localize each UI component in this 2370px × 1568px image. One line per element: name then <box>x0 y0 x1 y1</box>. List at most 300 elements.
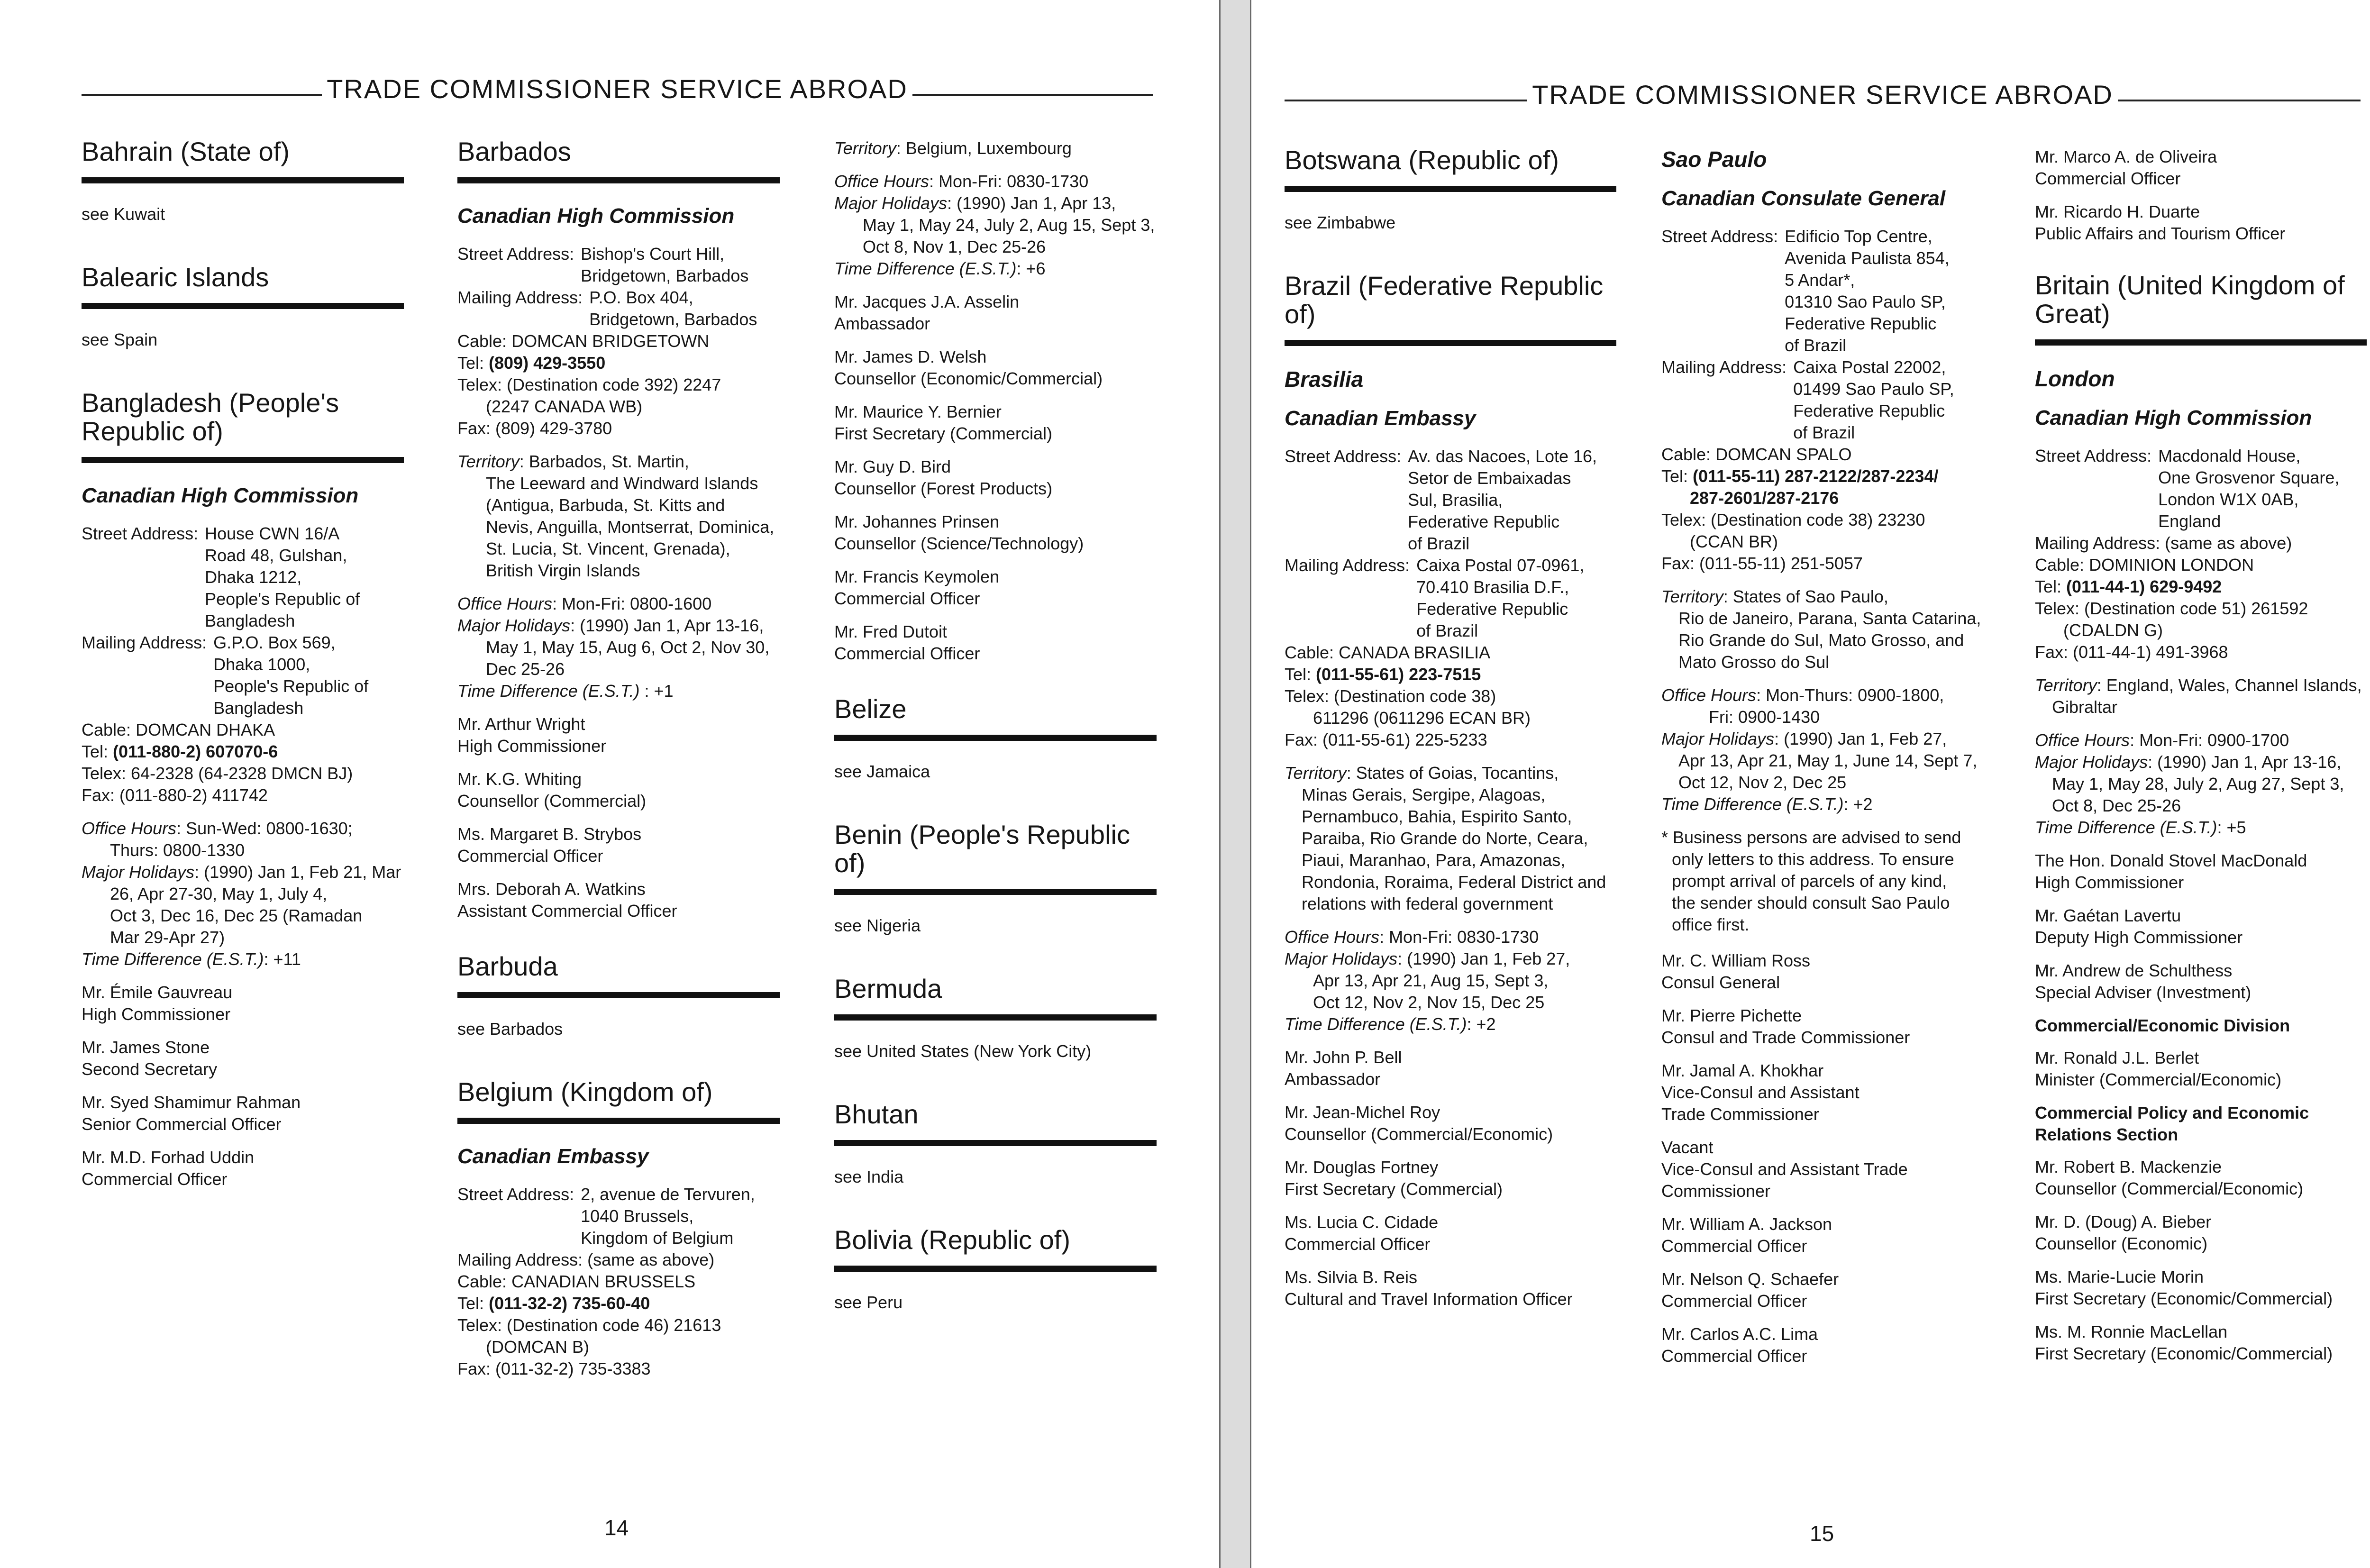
territory-cont: Rio Grande do Sul, Mato Grosso, and <box>1678 630 1964 650</box>
staff-title: Commercial Officer <box>1661 1346 1807 1366</box>
staff-title: Counsellor (Commercial) <box>457 791 647 811</box>
section-heading <box>2035 1102 2367 1146</box>
staff-title: Vice-Consul and Assistant <box>1661 1083 1860 1102</box>
country-heading: Belize <box>834 695 1157 741</box>
staff-entry <box>457 878 780 922</box>
phone-number: (011-55-11) 287-2122/287-2234/ <box>1693 466 1939 486</box>
office-hours <box>1285 926 1616 948</box>
territory <box>2035 675 2367 718</box>
footnote-text: prompt arrival of parcels of any kind, <box>1672 871 1947 891</box>
territory-cont: Minas Gerais, Sergipe, Alagoas, <box>1302 785 1546 804</box>
staff-entry <box>82 1037 404 1080</box>
value: : States of Sao Paulo, <box>1723 587 1888 606</box>
time-difference <box>834 258 1157 280</box>
street-address <box>457 243 780 287</box>
staff-name: Mr. M.D. Forhad Uddin <box>82 1148 255 1167</box>
label: Street Address: <box>2035 446 2152 465</box>
staff-title: Second Secretary <box>82 1059 218 1079</box>
office-info <box>2035 729 2367 839</box>
office-name: Canadian Consulate General <box>1661 187 1946 210</box>
staff-title: High Commissioner <box>457 736 607 756</box>
staff-entry <box>2035 905 2367 948</box>
staff-title: Consul and Trade Commissioner <box>1661 1028 1910 1047</box>
city-heading: London <box>2035 366 2115 391</box>
phone-number: (011-880-2) 607070-6 <box>113 742 278 761</box>
label: Tel: <box>1661 466 1688 486</box>
telephone <box>1285 664 1616 685</box>
holidays-cont: Apr 13, Apr 21, May 1, June 14, Sept 7, <box>1678 751 1978 770</box>
major-holidays <box>1661 728 2003 750</box>
fax: Fax: (011-32-2) 735-3383 <box>457 1359 651 1378</box>
staff-title: First Secretary (Economic/Commercial) <box>2035 1344 2333 1363</box>
staff-name: Ms. Lucia C. Cidade <box>1285 1212 1439 1232</box>
right-page <box>1251 0 2370 1568</box>
country-heading: Bahrain (State of) <box>82 137 404 183</box>
staff-entry <box>834 511 1157 555</box>
header-rule-left <box>82 94 322 96</box>
staff-name: Mr. K.G. Whiting <box>457 769 582 789</box>
label: Office Hours <box>457 594 553 613</box>
address-line: Federative Republic <box>1408 512 1560 531</box>
staff-entry <box>834 456 1157 500</box>
staff-title: Commercial Officer <box>457 846 603 866</box>
value: : +5 <box>2217 818 2246 837</box>
office-name: Canadian Embassy <box>457 1145 649 1168</box>
staff-title: Counsellor (Commercial/Economic) <box>1285 1124 1553 1144</box>
contact-block <box>457 1184 780 1380</box>
label: Mailing Address: <box>1661 357 1787 377</box>
territory-cont: Piaui, Maranhao, Para, Amazonas, <box>1302 850 1566 870</box>
staff-entry <box>1285 1102 1616 1145</box>
contact-block <box>1661 226 2003 574</box>
label: Major Holidays <box>834 193 948 213</box>
phone-number: (809) 429-3550 <box>489 353 606 373</box>
address-line: House CWN 16/A <box>205 524 340 543</box>
telephone <box>457 352 780 374</box>
see-reference: see India <box>834 1167 904 1186</box>
staff-title: High Commissioner <box>82 1004 231 1024</box>
label: Office Hours <box>2035 730 2130 750</box>
staff-title: Commercial Officer <box>834 589 980 608</box>
country-heading: Botswana (Republic of) <box>1285 146 1616 192</box>
staff-entry <box>2035 1047 2367 1091</box>
territory-cont: Rondonia, Roraima, Federal District and <box>1302 872 1606 892</box>
territory <box>457 451 780 582</box>
label: Office Hours <box>1661 685 1757 705</box>
staff-name: Mr. John P. Bell <box>1285 1048 1402 1067</box>
address-line: of Brazil <box>1416 621 1478 640</box>
see-reference: see Barbados <box>457 1019 563 1039</box>
header-rule-right <box>912 94 1153 96</box>
country-heading: Benin (People's Republic of) <box>834 820 1157 895</box>
office-name: Canadian High Commission <box>2035 406 2312 429</box>
staff-title: Trade Commissioner <box>1661 1104 1819 1124</box>
telex: Telex: 64-2328 (64-2328 DMCN BJ) <box>82 764 353 783</box>
label: Tel: <box>1285 665 1312 684</box>
contact-block <box>457 243 780 439</box>
see-reference: see Kuwait <box>82 204 165 224</box>
label: Major Holidays <box>2035 752 2148 772</box>
footnote <box>1661 827 2003 936</box>
major-holidays <box>457 615 780 637</box>
label: Street Address: <box>1285 447 1402 466</box>
staff-name: Mr. Douglas Fortney <box>1285 1158 1439 1177</box>
see-reference: see United States (New York City) <box>834 1041 1092 1061</box>
address-line: 5 Andar*, <box>1785 270 1855 290</box>
header-rule-right <box>2118 100 2361 101</box>
staff-entry <box>1661 1005 2003 1048</box>
label: Office Hours <box>82 819 177 838</box>
staff-title: Deputy High Commissioner <box>2035 928 2243 947</box>
see-reference: see Spain <box>82 330 158 349</box>
header-rule-left <box>1285 100 1527 101</box>
fax: Fax: (011-55-11) 251-5057 <box>1661 554 1863 573</box>
cable: Cable: CANADA BRASILIA <box>1285 643 1491 662</box>
staff-title: Cultural and Travel Information Officer <box>1285 1289 1573 1309</box>
staff-title: First Secretary (Economic/Commercial) <box>2035 1289 2333 1308</box>
office-name: Canadian Embassy <box>1285 407 1476 430</box>
country-heading: Bangladesh (People's Republic of) <box>82 389 404 463</box>
address-line: Federative Republic <box>1785 314 1937 333</box>
staff-title: High Commissioner <box>2035 873 2184 892</box>
staff-title: Counsellor (Forest Products) <box>834 479 1053 498</box>
staff-entry <box>1661 1323 2003 1367</box>
office-info <box>1661 684 2003 815</box>
staff-title: First Secretary (Commercial) <box>834 424 1053 443</box>
street-address <box>1285 446 1616 555</box>
staff-title: Public Affairs and Tourism Officer <box>2035 224 2286 243</box>
territory-cont: Rio de Janeiro, Parana, Santa Catarina, <box>1678 609 1981 628</box>
territory-cont: Nevis, Anguilla, Montserrat, Dominica, <box>486 517 775 537</box>
territory-cont: (Antigua, Barbuda, St. Kitts and <box>486 495 725 515</box>
address-line: 01499 Sao Paulo SP, <box>1793 379 1954 399</box>
telex-cont: (CCAN BR) <box>1690 532 1778 551</box>
address-line: 70.410 Brasilia D.F., <box>1416 577 1569 597</box>
city-heading: Brasilia <box>1285 367 1364 392</box>
label: Office Hours <box>834 172 930 191</box>
footnote-text: the sender should consult Sao Paulo <box>1672 893 1950 912</box>
value: : +11 <box>264 949 301 969</box>
staff-title: Vice-Consul and Assistant Trade <box>1661 1159 1908 1179</box>
value: : +6 <box>1016 259 1046 278</box>
label: Tel: <box>82 742 109 761</box>
address-line: Setor de Embaixadas <box>1408 468 1571 488</box>
street-address <box>457 1184 780 1249</box>
address-line: of Brazil <box>1408 534 1470 553</box>
address-line: Bridgetown, Barbados <box>589 310 757 329</box>
section-heading-line: Commercial Policy and Economic <box>2035 1103 2309 1122</box>
staff-entry <box>2035 1156 2367 1200</box>
street-address <box>1661 226 2003 356</box>
holidays-cont: May 1, May 24, July 2, Aug 15, Sept 3, <box>863 215 1155 235</box>
footnote-text: only letters to this address. To ensure <box>1672 849 1954 869</box>
staff-entry <box>1661 1137 2003 1202</box>
address-line: Edificio Top Centre, <box>1785 227 1932 246</box>
holidays-cont: Dec 25-26 <box>486 659 565 679</box>
staff-entry <box>1285 1047 1616 1090</box>
address-line: Av. das Nacoes, Lote 16, <box>1408 447 1597 466</box>
holidays-cont: Oct 12, Nov 2, Dec 25 <box>1678 773 1847 792</box>
staff-entry <box>1285 1267 1616 1310</box>
label: Mailing Address: <box>457 288 583 307</box>
see-reference: see Peru <box>834 1293 903 1312</box>
label: Time Difference (E.S.T.) <box>2035 818 2217 837</box>
staff-name: Mr. Ronald J.L. Berlet <box>2035 1048 2199 1067</box>
column-1 <box>82 137 404 1202</box>
staff-name: Mr. Johannes Prinsen <box>834 512 1000 531</box>
staff-name: Ms. Marie-Lucie Morin <box>2035 1267 2204 1286</box>
label: Major Holidays <box>1285 949 1398 968</box>
staff-title: Senior Commercial Officer <box>82 1114 282 1134</box>
address-line: Bridgetown, Barbados <box>581 266 749 285</box>
holidays-cont: Mar 29-Apr 27) <box>110 928 225 947</box>
division-heading: Commercial/Economic Division <box>2035 1016 2290 1035</box>
territory-cont: St. Lucia, St. Vincent, Grenada), <box>486 539 730 558</box>
country-heading: Bhutan <box>834 1100 1157 1146</box>
staff-title: Counsellor (Science/Technology) <box>834 534 1084 553</box>
country-heading: Barbuda <box>457 952 780 998</box>
telephone <box>457 1293 780 1314</box>
address-line: England <box>2158 511 2221 531</box>
holidays-cont: May 1, May 28, July 2, Aug 27, Sept 3, <box>2052 774 2344 793</box>
cable: Cable: CANADIAN BRUSSELS <box>457 1272 696 1291</box>
label: Major Holidays <box>1661 729 1775 748</box>
staff-entry <box>2035 850 2367 893</box>
label: Street Address: <box>1661 227 1778 246</box>
address-line: Macdonald House, <box>2158 446 2301 465</box>
value: : (1990) Jan 1, Apr 13-16, <box>570 616 764 635</box>
cable: Cable: DOMCAN BRIDGETOWN <box>457 331 710 351</box>
staff-entry <box>1661 1060 2003 1125</box>
telex-cont: (CDALDN G) <box>2063 620 2163 640</box>
staff-name: Mr. Gaétan Lavertu <box>2035 906 2181 925</box>
address-line: London W1X 0AB, <box>2158 490 2299 509</box>
staff-name: Vacant <box>1661 1138 1714 1157</box>
staff-name: Mr. Jamal A. Khokhar <box>1661 1061 1824 1080</box>
label: Street Address: <box>82 524 199 543</box>
address-line: One Grosvenor Square, <box>2158 468 2340 487</box>
cable: Cable: DOMCAN SPALO <box>1661 445 1852 464</box>
office-info <box>1285 926 1616 1035</box>
staff-name: Mr. D. (Doug) A. Bieber <box>2035 1212 2212 1231</box>
value: : England, Wales, Channel Islands, <box>2097 675 2362 695</box>
mailing-address: Mailing Address: (same as above) <box>2035 533 2292 553</box>
column-4 <box>1285 146 1616 1322</box>
staff-entry <box>2035 1211 2367 1255</box>
holidays-cont: Oct 12, Nov 2, Nov 15, Dec 25 <box>1313 993 1545 1012</box>
page-number: 14 <box>604 1515 629 1540</box>
staff-name: Mr. Carlos A.C. Lima <box>1661 1324 1818 1344</box>
label: Territory <box>457 452 520 471</box>
staff-entry <box>2035 146 2367 190</box>
value: : Mon-Fri: 0830-1730 <box>929 172 1089 191</box>
address-line: Avenida Paulista 854, <box>1785 248 1950 268</box>
territory-cont: British Virgin Islands <box>486 561 640 580</box>
label: Territory <box>1285 763 1347 783</box>
staff-title: Counsellor (Commercial/Economic) <box>2035 1179 2304 1198</box>
time-difference <box>82 948 404 970</box>
country-heading: Britain (United Kingdom of Great) <box>2035 271 2367 346</box>
fax: Fax: (809) 429-3780 <box>457 419 612 438</box>
staff-title: Special Adviser (Investment) <box>2035 983 2252 1002</box>
label: Time Difference (E.S.T.) <box>82 949 264 969</box>
holidays-cont: Oct 8, Nov 1, Dec 25-26 <box>863 237 1046 256</box>
address-line: of Brazil <box>1793 423 1855 442</box>
staff-name: Mr. Pierre Pichette <box>1661 1006 1802 1025</box>
label: Territory <box>834 138 896 158</box>
staff-name: Mrs. Deborah A. Watkins <box>457 879 646 899</box>
address-line: Dhaka 1212, <box>205 567 302 587</box>
staff-entry <box>834 621 1157 665</box>
address-line: People's Republic of <box>213 676 369 696</box>
street-address <box>2035 445 2367 532</box>
office-name: Canadian High Commission <box>82 484 359 507</box>
staff-entry <box>834 291 1157 335</box>
value: : (1990) Jan 1, Feb 21, Mar <box>194 862 401 882</box>
value: : Mon-Fri: 0830-1730 <box>1379 927 1539 947</box>
holidays-cont: Oct 8, Dec 25-26 <box>2052 796 2181 815</box>
address-line: People's Republic of <box>205 589 360 609</box>
address-line: 2, avenue de Tervuren, <box>581 1185 755 1204</box>
address-line: Dhaka 1000, <box>213 655 310 674</box>
value: : +2 <box>1467 1014 1496 1034</box>
label: Time Difference (E.S.T.) <box>1661 794 1844 814</box>
page-header <box>82 76 1153 102</box>
phone-number: (011-55-61) 223-7515 <box>1316 665 1481 684</box>
territory <box>1285 762 1616 915</box>
address-line: 01310 Sao Paulo SP, <box>1785 292 1946 311</box>
staff-title: Commercial Officer <box>1285 1234 1431 1254</box>
staff-name: Mr. Francis Keymolen <box>834 567 1000 586</box>
major-holidays <box>834 192 1157 214</box>
address-line: G.P.O. Box 569, <box>213 633 336 652</box>
fax: Fax: (011-44-1) 491-3968 <box>2035 642 2228 662</box>
territory <box>1661 586 2003 673</box>
office-name: Canadian High Commission <box>457 204 735 228</box>
value: : +2 <box>1843 794 1873 814</box>
telephone <box>1661 465 2003 487</box>
staff-name: Mr. Fred Dutoit <box>834 622 948 641</box>
staff-name: Mr. C. William Ross <box>1661 951 1810 970</box>
time-difference <box>1285 1013 1616 1035</box>
staff-title: Minister (Commercial/Economic) <box>2035 1070 2282 1089</box>
office-hours <box>457 593 780 615</box>
contact-block <box>2035 445 2367 663</box>
value: : Mon-Thurs: 0900-1800, <box>1756 685 1944 705</box>
staff-entry <box>457 823 780 867</box>
staff-title: Assistant Commercial Officer <box>457 901 677 921</box>
staff-title: Ambassador <box>1285 1069 1381 1089</box>
section-heading-line: Relations Section <box>2035 1125 2179 1144</box>
staff-name: Mr. Guy D. Bird <box>834 457 951 476</box>
staff-entry <box>2035 960 2367 1003</box>
telex: Telex: (Destination code 46) 21613 <box>457 1315 721 1335</box>
staff-title: Commercial Officer <box>1661 1291 1807 1311</box>
territory-cont: Gibraltar <box>2052 697 2118 717</box>
staff-entry <box>82 1147 404 1190</box>
staff-entry <box>457 713 780 757</box>
label: Major Holidays <box>82 862 195 882</box>
label: Time Difference (E.S.T.) <box>457 681 640 701</box>
staff-title: Counsellor (Economic) <box>2035 1234 2208 1253</box>
telex: Telex: (Destination code 392) 2247 <box>457 375 721 394</box>
staff-entry <box>1661 950 2003 994</box>
staff-name: Mr. Robert B. Mackenzie <box>2035 1157 2222 1176</box>
staff-name: Mr. William A. Jackson <box>1661 1214 1832 1234</box>
city-heading: Sao Paulo <box>1661 147 1767 172</box>
country-heading: Barbados <box>457 137 780 183</box>
footnote-text: * Business persons are advised to send <box>1661 828 1961 847</box>
column-2 <box>457 137 780 1391</box>
staff-title: Commissioner <box>1661 1181 1771 1201</box>
staff-entry <box>82 1092 404 1135</box>
staff-entry <box>1285 1157 1616 1200</box>
territory-cont: Paraiba, Rio Grande do Norte, Ceara, <box>1302 829 1588 848</box>
address-line: Caixa Postal 07-0961, <box>1416 556 1585 575</box>
value: : Mon-Fri: 0900-1700 <box>2130 730 2289 750</box>
office-hours <box>1661 684 2003 706</box>
staff-name: Mr. Maurice Y. Bernier <box>834 402 1002 421</box>
telex-cont: (2247 CANADA WB) <box>486 397 643 416</box>
page-gutter <box>1219 0 1251 1568</box>
see-reference: see Zimbabwe <box>1285 213 1396 232</box>
column-3 <box>834 137 1157 1351</box>
territory-cont: Pernambuco, Bahia, Espirito Santo, <box>1302 807 1572 826</box>
address-line: P.O. Box 404, <box>589 288 693 307</box>
label: Tel: <box>457 353 484 373</box>
label: Time Difference (E.S.T.) <box>834 259 1017 278</box>
staff-entry <box>1285 1212 1616 1255</box>
column-5 <box>1661 146 2003 1378</box>
office-info <box>834 171 1157 280</box>
staff-entry <box>834 566 1157 610</box>
staff-entry <box>82 982 404 1025</box>
address-line: Kingdom of Belgium <box>581 1228 734 1248</box>
staff-name: Mr. James D. Welsh <box>834 347 987 366</box>
value: : Mon-Fri: 0800-1600 <box>552 594 712 613</box>
address-line: Caixa Postal 22002, <box>1793 357 1946 377</box>
fax: Fax: (011-55-61) 225-5233 <box>1285 730 1487 749</box>
staff-entry <box>457 768 780 812</box>
staff-name: Mr. Ricardo H. Duarte <box>2035 202 2200 221</box>
office-hours <box>834 171 1157 192</box>
staff-name: Mr. Andrew de Schulthess <box>2035 961 2233 980</box>
holidays-cont: Oct 3, Dec 16, Dec 25 (Ramadan <box>110 906 363 925</box>
column-6 <box>2035 146 2367 1376</box>
country-heading: Bermuda <box>834 975 1157 1021</box>
office-hours-cont: Fri: 0900-1430 <box>1709 707 1820 727</box>
label: Major Holidays <box>457 616 571 635</box>
mailing-address <box>457 287 780 330</box>
label: Tel: <box>457 1294 484 1313</box>
staff-entry <box>834 346 1157 390</box>
street-address <box>82 523 404 632</box>
phone-number: (011-32-2) 735-60-40 <box>489 1294 650 1313</box>
staff-title: Commercial Officer <box>834 644 980 663</box>
address-line: 1040 Brussels, <box>581 1206 694 1226</box>
value: : Barbados, St. Martin, <box>519 452 689 471</box>
major-holidays <box>82 861 404 883</box>
address-line: Bishop's Court Hill, <box>581 244 725 264</box>
value: : Belgium, Luxembourg <box>896 138 1072 158</box>
address-line: Bangladesh <box>213 698 304 718</box>
staff-name: Mr. Marco A. de Oliveira <box>2035 147 2217 166</box>
staff-name: Mr. Émile Gauvreau <box>82 983 233 1002</box>
address-line: Federative Republic <box>1793 401 1945 420</box>
address-line: Federative Republic <box>1416 599 1568 619</box>
staff-title: Commercial Officer <box>1661 1236 1807 1256</box>
telex: Telex: (Destination code 38) <box>1285 686 1496 706</box>
